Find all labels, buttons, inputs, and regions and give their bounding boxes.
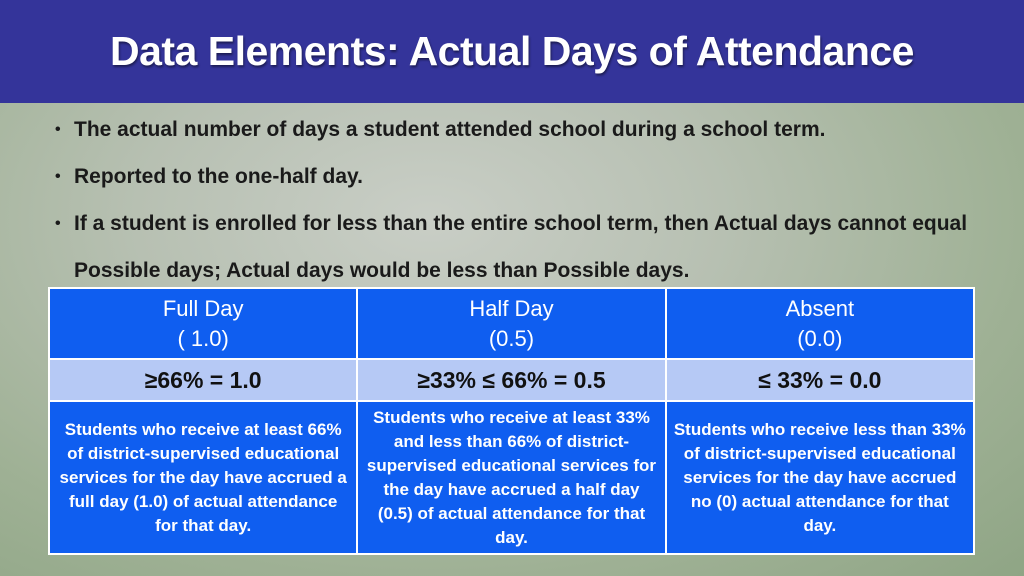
header-label: Full Day [162,295,244,321]
header-value: (0.5) [488,325,535,351]
table-row-descriptions [49,401,974,554]
bullet-item: • If a student is enrolled for less than the entire school term, then Actual days cannot equal Possible days; Actual days would be less than Possible days. [52,200,992,294]
header-label: Absent [785,295,855,321]
slide-title: Data Elements: Actual Days of Attendance [109,28,914,74]
description-cell: Students who receive at least 33% and less than 66% of district-supervised educational services for the day have accrued a half day (0.5) of actual attendance for that day. [357,401,665,554]
description-cell: Students who receive at least 66% of district-supervised educational services for the day have accrued a full day (1.0) of actual attendance for that day. [49,401,357,554]
table-row-rules [49,359,974,401]
header-label: Half Day [469,295,554,321]
header-cell-half-day [357,288,665,359]
rule-cell: ≥66% = 1.0 [49,359,357,401]
rule-cell: ≤ 33% = 0.0 [666,359,974,401]
bullet-item: • Reported to the one-half day. [52,153,992,200]
attendance-table [48,287,975,555]
bullet-item: • The actual number of days a student attended school during a school term. [52,106,992,153]
table-header-row [49,288,974,359]
rule-cell: ≥33% ≤ 66% = 0.5 [357,359,665,401]
header-value: ( 1.0) [177,325,229,351]
title-bar [0,0,1024,103]
header-value: (0.0) [797,325,843,351]
bullet-list [52,106,992,294]
header-cell-absent [666,288,974,359]
header-cell-full-day [49,288,357,359]
description-cell: Students who receive less than 33% of district-supervised educational services for the day have accrued no (0) actual attendance for that day. [666,401,974,554]
